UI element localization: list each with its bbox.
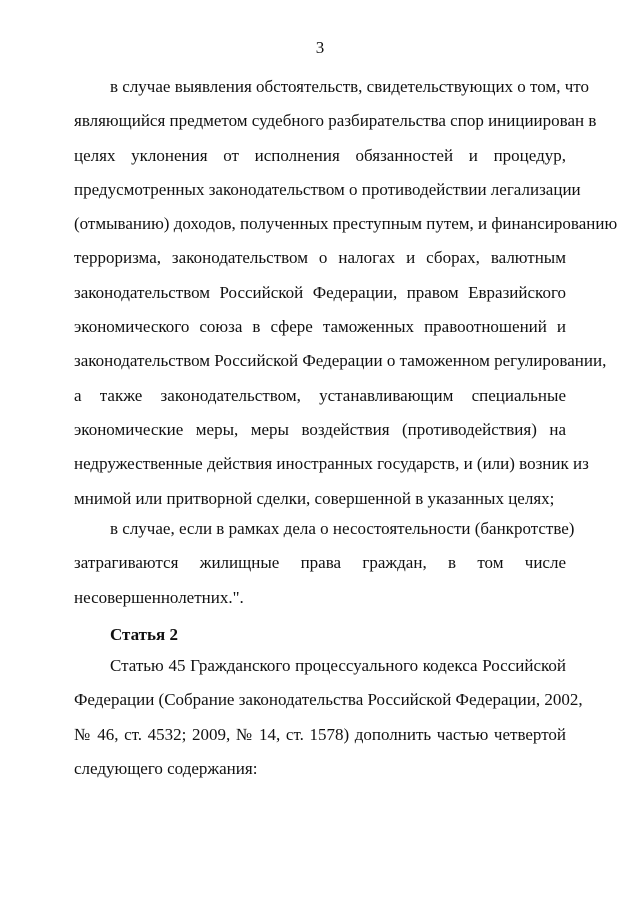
page-number: 3 [315,38,325,57]
text-line: затрагиваются жилищные права граждан, в том числе [74,553,566,573]
paragraph-circumstances [74,70,618,516]
text-line: целях уклонения от исполнения обязанностей и процедур, [74,145,566,165]
text-line: терроризма, законодательством о налогах и сборах, валютным [74,248,566,268]
text-line: мнимой или притворной сделки, совершенной в указанных целях; [74,488,555,508]
text-line: Федерации (Собрание законодательства Российской Федерации, 2002, [74,690,583,710]
text-line: недружественные действия иностранных государств, и (или) возник из [74,454,589,474]
text-line: являющийся предметом судебного разбирательства спор инициирован в [74,111,597,131]
text-line: законодательством Российской Федерации, правом Евразийского [74,282,566,302]
text-line: следующего содержания: [74,758,258,778]
paragraph-article-2 [74,649,583,786]
text-line: экономические меры, меры воздействия (противодействия) на [74,419,566,439]
text-line: а также законодательством, устанавливающим специальные [74,385,566,405]
article-heading: Статья 2 [110,625,178,644]
text-line: экономического союза в сфере таможенных правоотношений и [74,317,566,337]
text-line: № 46, ст. 4532; 2009, № 14, ст. 1578) дополнить частью четвертой [74,724,566,744]
text-line: Статью 45 Гражданского процессуального кодекса Российской [110,656,566,675]
text-line: в случае, если в рамках дела о несостоятельности (банкротстве) [110,519,575,538]
text-line: законодательством Российской Федерации о таможенном регулировании, [74,351,607,371]
text-line: в случае выявления обстоятельств, свидетельствующих о том, что [110,77,589,96]
paragraph-bankruptcy [74,512,575,615]
text-line: предусмотренных законодательством о противодействии легализации [74,179,581,199]
text-line: несовершеннолетних.". [74,587,244,607]
text-line: (отмыванию) доходов, полученных преступным путем, и финансированию [74,214,618,234]
